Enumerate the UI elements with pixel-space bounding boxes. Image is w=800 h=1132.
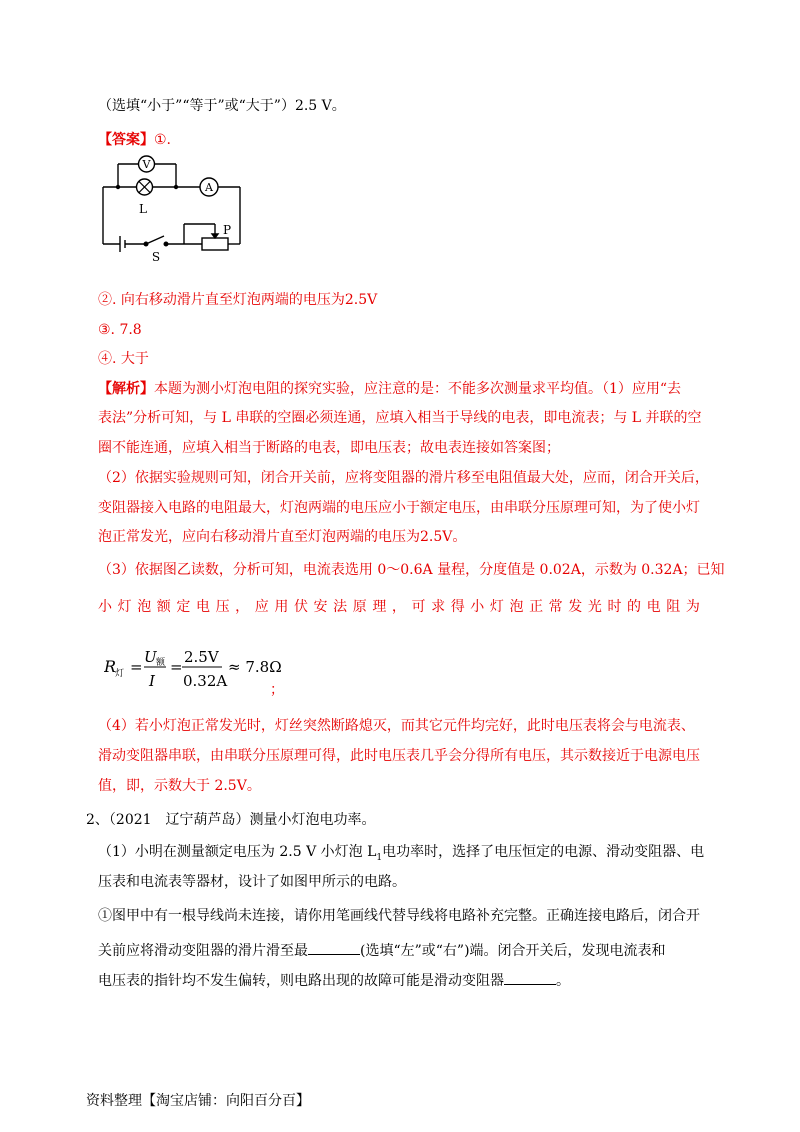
analysis-line-1 (98, 379, 681, 399)
lamp-label: L (139, 202, 147, 216)
svg-text:2.5V: 2.5V (184, 648, 219, 666)
justified-char: 泡 (509, 599, 524, 615)
justified-char: 泡 (137, 599, 152, 615)
answer-1: ①. (154, 132, 172, 148)
analysis-line-3: 圈不能连通，应填入相当于断路的电表，即电压表；故电表连接如答案图； (98, 440, 560, 456)
svg-text:=: = (170, 658, 183, 676)
justified-char: ， (391, 599, 406, 615)
justified-char: 电 (646, 599, 661, 615)
justified-char: 常 (548, 599, 563, 615)
justified-char: 额 (156, 599, 171, 615)
svg-text:灯: 灯 (115, 669, 125, 679)
justified-char: 理 (372, 599, 387, 615)
analysis-line-9: （4）若小灯泡正常发光时，灯丝突然断路熄灭，而其它元件均完好，此时电压表将会与电流表、 (98, 718, 695, 734)
justified-char: 发 (568, 599, 583, 615)
analysis-line-8 (98, 597, 700, 617)
justified-char: 定 (176, 599, 191, 615)
analysis-text: 本题为测小灯泡电阻的探究实验，应注意的是：不能多次测量求平均值。（1）应用“去 (154, 381, 682, 397)
analysis-line-5: 变阻器接入电路的电阻最大，灯泡两端的电压应小于额定电压，由串联分压原理可知，为了使小灯 (98, 500, 700, 516)
justified-char: 正 (529, 599, 544, 615)
justified-char: 安 (313, 599, 328, 615)
analysis-line-2: 表法”分析可知，与 L 串联的空圈必须连通，应填入相当于导线的电表，即电流表；与 L 并联的空 (98, 410, 702, 426)
svg-text:A: A (205, 181, 213, 194)
voltmeter-icon (139, 156, 155, 172)
justified-char: 光 (587, 599, 602, 615)
junction-dot (116, 185, 120, 189)
footer-source: 资料整理【淘宝店铺：向阳百分百】 (86, 1093, 310, 1109)
switch-label: S (151, 250, 161, 264)
justified-char: 灯 (117, 599, 132, 615)
justified-char: 可 (411, 599, 426, 615)
ammeter-icon (200, 178, 218, 196)
question-2-line-5: 电压表的指针均不发生偏转，则电路出现的故障可能是滑动变阻器 。 (98, 970, 570, 991)
question-2-line-1: （1）小明在测量额定电压为 2.5 V 小灯泡 $L_1$电功率时，选择了电压恒定的电源、滑动变阻器、电 (98, 844, 705, 863)
justified-char: 法 (333, 599, 348, 615)
slider-label: P (223, 223, 232, 237)
answer-blank-fault[interactable] (504, 970, 556, 985)
answer-3: ③. 7.8 (98, 322, 142, 338)
svg-text:额: 额 (156, 658, 166, 668)
junction-dot (174, 185, 178, 189)
justified-char: 伏 (293, 599, 308, 615)
question-2-title: 2、（2021 辽宁葫芦岛）测量小灯泡电功率。 (86, 812, 376, 828)
justified-char: 用 (274, 599, 289, 615)
answer-2: ②. 向右移动滑片直至灯泡两端的电压为2.5V (98, 292, 378, 308)
answer-tag: 【答案】 (98, 132, 154, 148)
justified-char: 阻 (666, 599, 681, 615)
justified-char: 小 (98, 599, 112, 615)
justified-char: 的 (627, 599, 642, 615)
circuit-diagram (98, 150, 243, 265)
svg-text:V: V (142, 158, 151, 171)
question-2-line-4: 关前应将滑动变阻器的滑片滑至最 (选填“左”或“右”)端。闭合开关后，发现电流表和 (98, 940, 666, 961)
fill-in-line: （选填“小于”“等于”或“大于”）2.5 V。 (98, 98, 346, 114)
justified-char: ， (235, 599, 250, 615)
analysis-tag: 【解析】 (98, 381, 154, 397)
answer-blank-direction[interactable] (308, 940, 360, 955)
svg-text:=: = (130, 658, 143, 676)
question-2-line-3: ①图甲中有一根导线尚未连接，请你用笔画线代替导线将电路补充完整。正确连接电路后，闭合开 (98, 908, 700, 924)
justified-char: 得 (450, 599, 465, 615)
svg-text:0.32A: 0.32A (183, 672, 228, 690)
analysis-line-10: 滑动变阻器串联，由串联分压原理可得，此时电压表几乎会分得所有电压，其示数接近于电源电压 (98, 748, 700, 764)
justified-char: 时 (607, 599, 622, 615)
svg-text:R: R (104, 657, 117, 676)
justified-char: 应 (254, 599, 269, 615)
justified-char: 原 (352, 599, 367, 615)
answer-heading (98, 130, 171, 150)
lamp-icon (137, 179, 153, 195)
justified-char: 求 (431, 599, 446, 615)
analysis-line-6: 泡正常发光，应向右移动滑片直至灯泡两端的电压为2.5V。 (98, 529, 467, 545)
justified-char: 小 (470, 599, 485, 615)
justified-char: 为 (685, 599, 700, 615)
analysis-line-11: 值，即，示数大于 2.5V。 (98, 778, 261, 794)
svg-text:≈ 7.8Ω: ≈ 7.8Ω (228, 658, 282, 676)
analysis-line-7: （3）依据图乙读数，分析可知，电流表选用 0～0.6A 量程，分度值是 0.02A，示数为 0.32A；已知 (98, 562, 725, 578)
justified-char: 灯 (489, 599, 504, 615)
answer-4: ④. 大于 (98, 351, 149, 367)
analysis-line-4: （2）依据实验规则可知，闭合开关前，应将变阻器的滑片移至电阻值最大处，应而，闭合开关后， (98, 470, 709, 486)
svg-text:U: U (144, 648, 157, 666)
svg-text:I: I (149, 672, 155, 690)
justified-char: 压 (215, 599, 230, 615)
justified-char: 电 (195, 599, 210, 615)
formula-semicolon: ； (270, 682, 284, 698)
question-2-line-2: 压表和电流表等器材，设计了如图甲所示的电路。 (98, 874, 406, 890)
